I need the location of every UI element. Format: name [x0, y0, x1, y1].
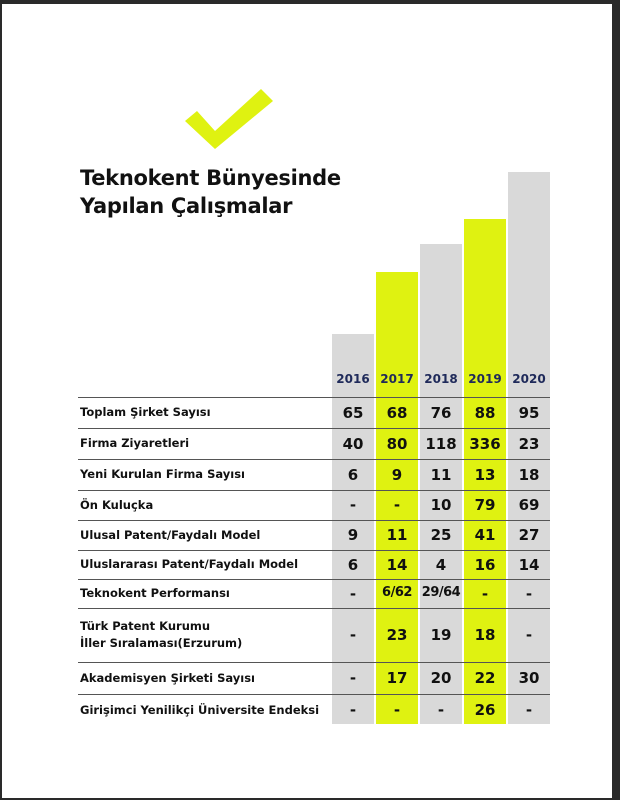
table-cell: 95: [518, 403, 540, 422]
table-cell: 40: [342, 434, 364, 453]
table-cell: 26: [474, 701, 496, 719]
table-cell: 9: [391, 465, 403, 484]
table-cell: -: [525, 584, 533, 603]
column-bar-2018: [420, 244, 462, 724]
row-label-line: İller Sıralaması(Erzurum): [80, 636, 243, 650]
table-cell: 80: [386, 434, 408, 453]
row-divider: [78, 459, 550, 460]
row-divider: [78, 608, 550, 609]
year-header: 2019: [468, 372, 502, 386]
year-header: 2016: [336, 372, 370, 386]
row-label: Uluslararası Patent/Faydalı Model: [80, 557, 299, 571]
row-label: Yeni Kurulan Firma Sayısı: [80, 467, 245, 481]
row-label: Ulusal Patent/Faydalı Model: [80, 527, 261, 542]
checkmark-icon: [185, 89, 275, 149]
row-divider: [78, 579, 550, 580]
table-cell: -: [349, 496, 357, 514]
table-cell: 6: [347, 555, 359, 574]
table-cell: 19: [430, 626, 452, 644]
table-cell: -: [481, 584, 489, 603]
row-label: Girişimci Yenilikçi Üniversite Endeksi: [80, 702, 320, 717]
title-line-2: Yapılan Çalışmalar: [80, 194, 293, 218]
page-title: [80, 164, 341, 220]
table-cell: 118: [425, 434, 457, 453]
row-divider: [78, 428, 550, 429]
row-label: Firma Ziyaretleri: [80, 436, 190, 450]
table-cell: 25: [430, 526, 452, 544]
row-divider: [78, 550, 550, 551]
table-cell: 17: [386, 669, 408, 687]
table-cell: 23: [386, 626, 408, 644]
year-header: 2017: [380, 372, 414, 386]
row-label-line: Türk Patent Kurumu: [80, 619, 211, 633]
table-cell: 14: [386, 555, 408, 574]
row-label: [80, 618, 242, 652]
table-cell: 14: [518, 555, 540, 574]
table-cell: 79: [474, 496, 496, 514]
table-cell: 65: [342, 403, 364, 422]
row-label: Akademisyen Şirketi Sayısı: [80, 670, 255, 685]
row-divider: [78, 520, 550, 521]
table-cell: 6/62: [382, 584, 412, 600]
table-cell: 76: [430, 403, 452, 422]
table-cell: 69: [518, 496, 540, 514]
table-cell: 9: [347, 526, 359, 544]
table-cell: -: [349, 626, 357, 644]
table-cell: 29/64: [421, 584, 461, 600]
table-cell: -: [349, 701, 357, 719]
row-label: Teknokent Performansı: [80, 586, 230, 600]
table-cell: -: [437, 701, 445, 719]
row-divider: [78, 490, 550, 491]
table-cell: 11: [430, 465, 452, 484]
row-divider: [78, 397, 550, 398]
document-page: [2, 4, 612, 798]
table-cell: 27: [518, 526, 540, 544]
table-cell: -: [349, 669, 357, 687]
table-cell: 18: [518, 465, 540, 484]
table-cell: 10: [430, 496, 452, 514]
row-divider: [78, 694, 550, 695]
table-cell: -: [393, 701, 401, 719]
table-cell: 18: [474, 626, 496, 644]
table-cell: 68: [386, 403, 408, 422]
table-cell: 22: [474, 669, 496, 687]
table-cell: 16: [474, 555, 496, 574]
table-cell: 20: [430, 669, 452, 687]
table-cell: -: [349, 584, 357, 603]
row-label: Toplam Şirket Sayısı: [80, 405, 211, 419]
table-cell: 13: [474, 465, 496, 484]
year-header: 2020: [512, 372, 546, 386]
row-divider: [78, 662, 550, 663]
table-cell: 336: [469, 434, 501, 453]
table-cell: 23: [518, 434, 540, 453]
table-cell: 30: [518, 669, 540, 687]
table-cell: -: [525, 626, 533, 644]
table-cell: 88: [474, 403, 496, 422]
table-cell: -: [393, 496, 401, 514]
table-cell: 41: [474, 526, 496, 544]
table-cell: -: [525, 701, 533, 719]
year-header: 2018: [424, 372, 458, 386]
title-line-1: Teknokent Bünyesinde: [80, 166, 341, 190]
table-cell: 6: [347, 465, 359, 484]
row-label: Ön Kuluçka: [80, 497, 154, 512]
table-cell: 11: [386, 526, 408, 544]
table-cell: 4: [435, 555, 447, 574]
